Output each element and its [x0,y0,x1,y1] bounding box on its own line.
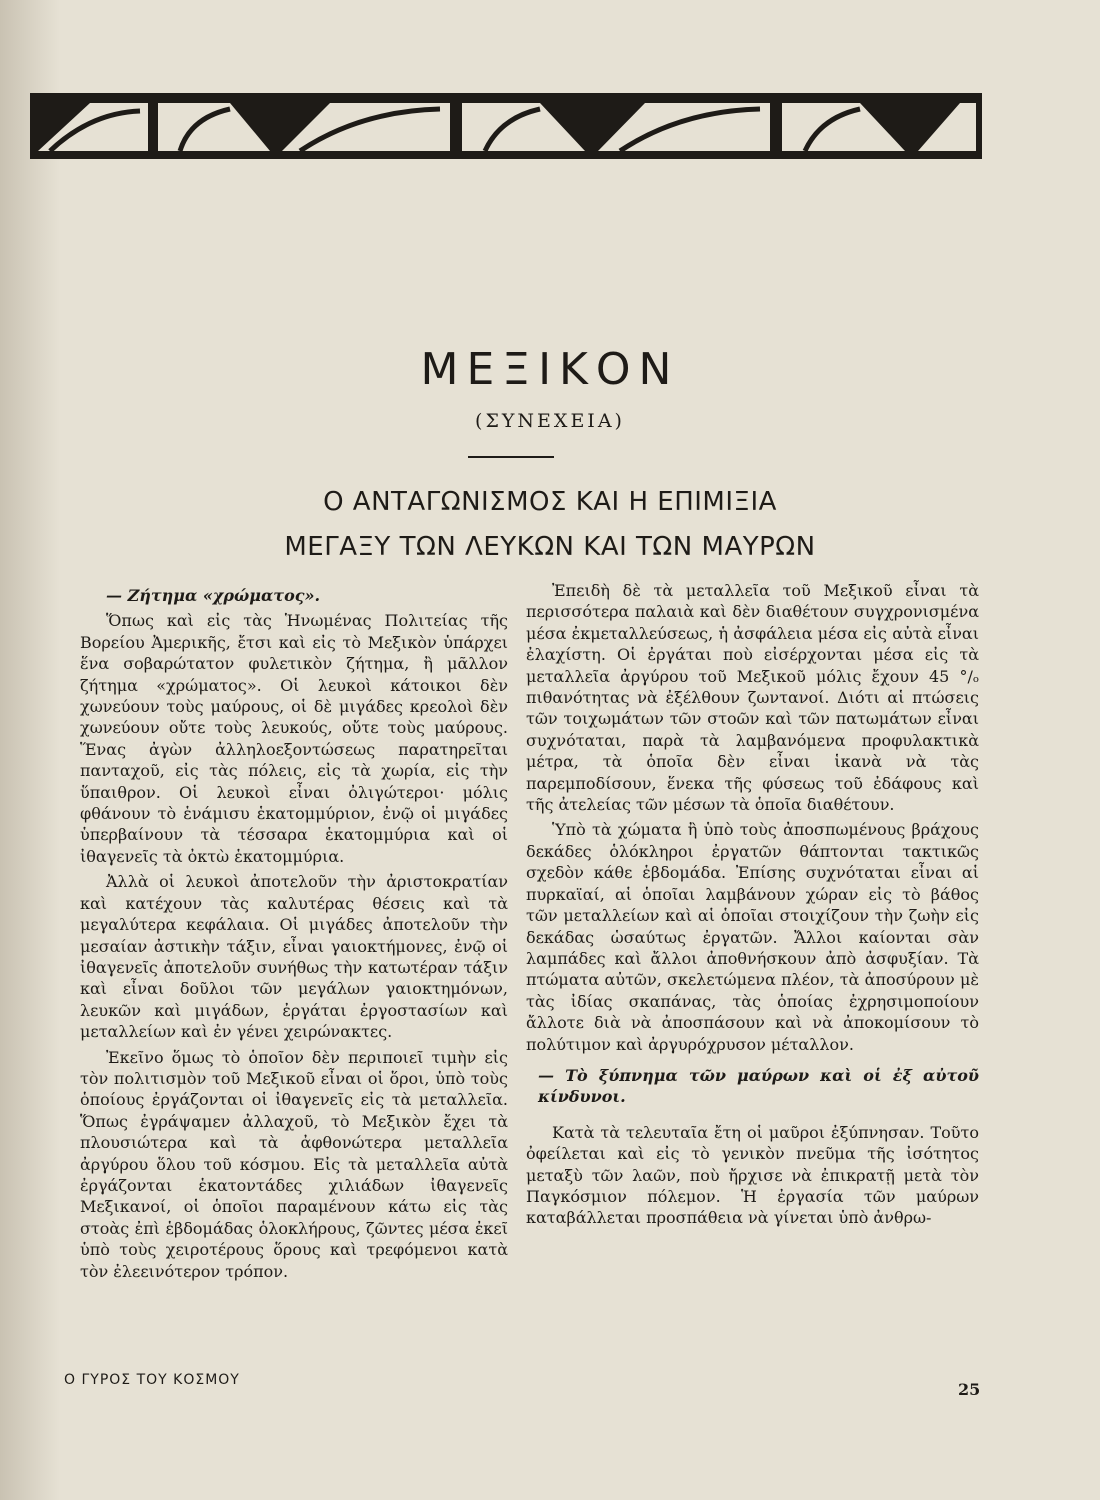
article-subtitle: (ΣΥΝΕΧΕΙΑ) [475,410,625,432]
article-title: ΜΕΞΙΚΟΝ [420,344,680,395]
left-paragraph: Ἐκεῖνο ὅμως τὸ ὁποῖον δὲν περιποιεῖ τιμὴν εἰς τὸν πολιτισμὸν τοῦ Μεξικοῦ εἶναι οἱ ὅροι, ὑπὸ τοὺς ὁποίους ἐργάζονται οἱ ἰθαγενεῖς εἰς τὰ μεταλλεῖα. Ὅπως ἐγράψαμεν ἀλλαχοῦ, τὸ Μεξικὸν ἔχει τὰ πλουσιώτερα καὶ τὰ ἀφθονώτερα μεταλλεῖα ἀργύρου ὅλου τοῦ κόσμου. Εἰς τὰ μεταλλεῖα αὐτὰ ἐργάζονται ἑκατοντάδες χιλιάδων ἰθαγενεῖς Μεξικανοί, οἱ ὁποῖοι παραμένουν κάτω εἰς τὰς στοὰς ἐπὶ ἑβδομάδας ὁλοκλήρους, ζῶντες μέσα ἐκεῖ ὑπὸ τοὺς χειροτέρους ὅρους καὶ τρεφόμενοι κατὰ τὸν ἐλεεινότερον τρόπον. [80,1047,508,1281]
left-paragraph: Ἀλλὰ οἱ λευκοὶ ἀποτελοῦν τὴν ἀριστοκρατίαν καὶ κατέχουν τὰς καλυτέρας θέσεις καὶ τὰ μεγαλύτερα κεφάλαια. Οἱ μιγάδες ἀποτελοῦν τὴν μεσαίαν ἀστικὴν τάξιν, εἶναι γαιοκτήμονες, ἐνῷ οἱ ἰθαγενεῖς ἀποτελοῦν συνήθως τὴν κατωτέραν τάξιν καὶ εἶναι δοῦλοι τῶν μεγάλων γαιοκτημόνων, λευκῶν καὶ μιγάδων, ἐργάται ἐργοστασίων καὶ μεταλλείων καὶ ἐν γένει χειρώνακτες. [80,872,508,1042]
right-paragraph: Κατὰ τὰ τελευταῖα ἔτη οἱ μαῦροι ἐξύπνησαν. Τοῦτο ὀφείλεται καὶ εἰς τὸ γενικὸν πνεῦμα τῆς ἰσότητος μεταξὺ τῶν λαῶν, ποὺ ἤρχισε νὰ ἐπικρατῇ μετὰ τὸν Παγκόσμιον πόλεμον. Ἡ ἐργασία τῶν μαύρων καταβάλλεται προσπάθεια νὰ γίνεται ὑπὸ ἀνθρω- [526,1122,979,1228]
page-number: 25 [958,1380,981,1399]
decorative-header-ornament [30,93,982,159]
right-paragraph: Ἐπειδὴ δὲ τὰ μεταλλεῖα τοῦ Μεξικοῦ εἶναι τὰ περισσότερα παλαιὰ καὶ δὲν διαθέτουν συγχρονισμένα μέσα ἐκμεταλλεύσεως, ἡ ἀσφάλεια μέσα εἰς αὐτὰ εἶναι ἐλαχίστη. Οἱ ἐργάται ποὺ εἰσέρχονται μέσα εἰς τὰ μεταλλεῖα ἀργύρου τοῦ Μεξικοῦ μόλις ἔχουν 45 °/ₒ πιθανότητας νὰ ἐξέλθουν ζωντανοί. Διότι αἱ πτώσεις τῶν τοιχωμάτων τῶν στοῶν καὶ τῶν πατωμάτων εἶναι συχνόταται, παρὰ τὰ λαμβανόμενα προφυλακτικὰ μέτρα, τὰ ὁποῖα δὲν εἶναι ἱκανὰ νὰ τὰς παρεμποδίσουν, ἕνεκα τῆς φύσεως τοῦ ἐδάφους καὶ τῆς ἀτελείας τῶν μέσων τὰ ὁποῖα διαθέτουν. [526,581,979,815]
right-subheading: — Τὸ ξύπνημα τῶν μαύρων καὶ οἱ ἐξ αὐτοῦ κίνδυνοι. [538,1065,979,1107]
page-edge-shadow [0,0,60,1500]
headline-line-1: Ο ΑΝΤΑΓΩΝΙΣΜΟΣ ΚΑΙ Η ΕΠΙΜΙΞΙΑ [323,487,777,517]
right-column [526,580,979,1233]
title-divider [468,456,554,458]
headline-line-2: ΜΕΓΑΞΥ ΤΩΝ ΛΕΥΚΩΝ ΚΑΙ ΤΩΝ ΜΑΥΡΩΝ [284,532,816,562]
left-column [80,585,508,1286]
right-paragraph: Ὑπὸ τὰ χώματα ἢ ὑπὸ τοὺς ἀποσπωμένους βράχους δεκάδες ὁλόκληροι ἐργατῶν θάπτονται τακτικῶς σχεδὸν κάθε ἑβδομάδα. Ἐπίσης συχνόταται εἶναι αἱ πυρκαϊαί, αἱ ὁποῖαι λαμβάνουν χώραν εἰς τὸ βάθος τῶν μεταλλείων καὶ αἱ ὁποῖαι στοιχίζουν τὴν ζωὴν εἰς δεκάδας ὡσαύτως ἐργατῶν. Ἄλλοι καίονται σὰν λαμπάδες καὶ ἄλλοι ἀποθνήσκουν ἀπὸ ἀσφυξίαν. Τὰ πτώματα αὐτῶν, σκελετώμενα πλέον, τὰ ἀποσύρουν μὲ τὰς ἰδίας σκαπάνας, τὰς ὁποίας ἐχρησιμοποίουν ἄλλοτε διὰ νὰ ἀποσπάσουν καὶ νὰ ἀποκομίσουν τὸ πολύτιμον καὶ ἀργυρόχρυσον μέταλλον. [526,820,979,1054]
left-subheading: — Ζήτημα «χρώματος». [106,586,321,605]
left-paragraph: Ὅπως καὶ εἰς τὰς Ἡνωμένας Πολιτείας τῆς Βορείου Ἀμερικῆς, ἔτσι καὶ εἰς τὸ Μεξικὸν ὑπάρχει ἕνα σοβαρώτατον φυλετικὸν ζήτημα, ἢ μᾶλλον ζήτημα «χρώματος». Οἱ λευκοὶ κάτοικοι δὲν χωνεύουν τοὺς μαύρους, οἱ δὲ μιγάδες κρεολοὶ δὲν χωνεύουν οὔτε τοὺς λευκούς, οὔτε τοὺς μαύρους. Ἕνας ἀγὼν ἀλληλοεξοντώσεως παρατηρεῖται πανταχοῦ, εἰς τὰς πόλεις, εἰς τὰ χωρία, εἰς τὴν ὕπαιθρον. Οἱ λευκοὶ εἶναι ὀλιγώτεροι· μόλις φθάνουν τὸ ἑνάμισυ ἑκατομμύριον, ἐνῷ οἱ μιγάδες ὑπερβαίνουν τὰ τέσσαρα ἑκατομμύρια καὶ οἱ ἰθαγενεῖς τὰ ὀκτὼ ἑκατομμύρια. [80,611,508,866]
publication-name: Ο ΓΥΡΟΣ ΤΟΥ ΚΟΣΜΟΥ [64,1372,240,1388]
